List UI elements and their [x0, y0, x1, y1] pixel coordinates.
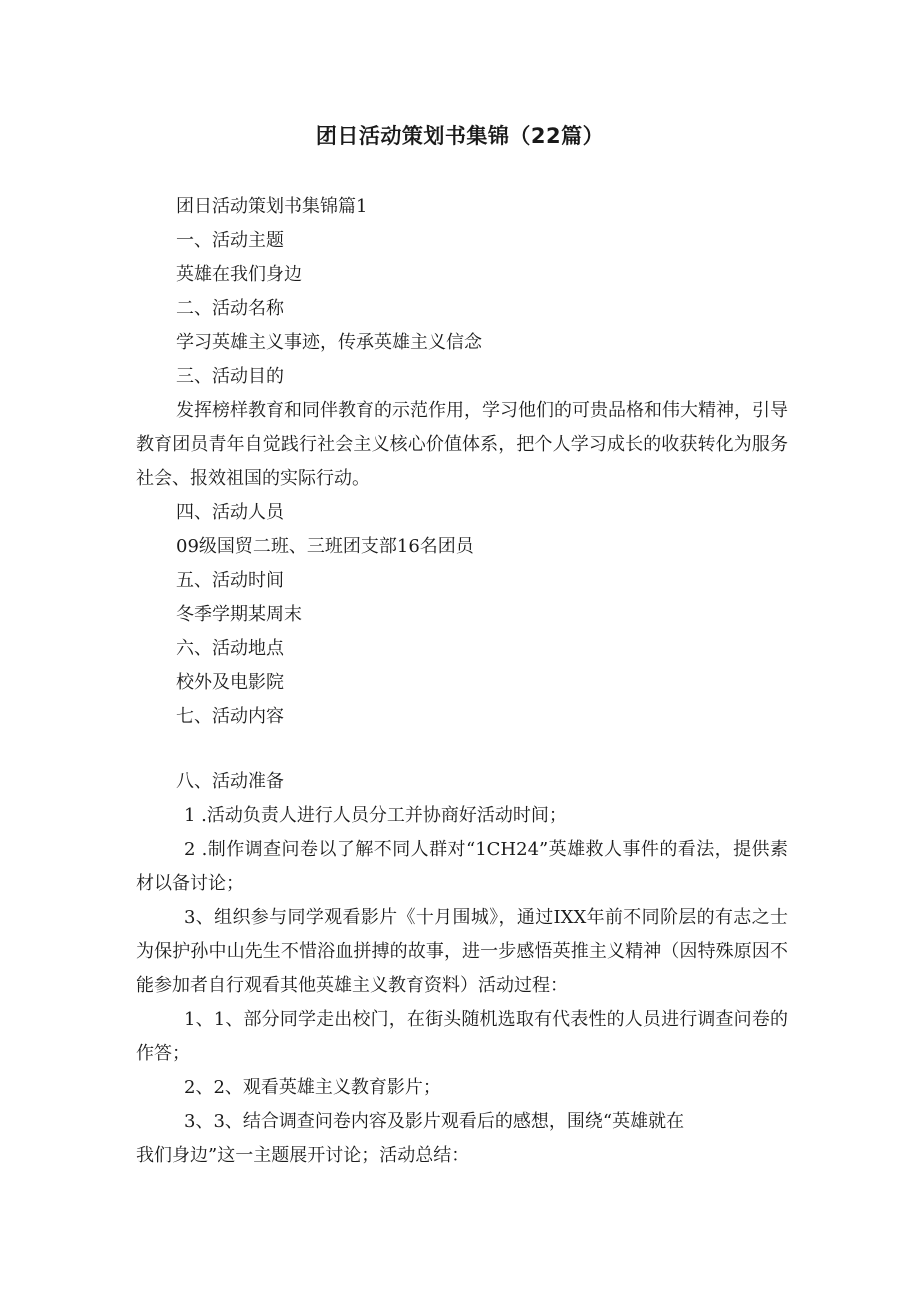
- paragraph: 冬季学期某周末: [176, 604, 302, 625]
- paragraph: 3、3、结合调查问卷内容及影片观看后的感想，围绕“英雄就在: [184, 1111, 685, 1132]
- paragraph: 二、活动名称: [176, 298, 284, 319]
- paragraph: 七、活动内容: [176, 706, 284, 727]
- paragraph: 校外及电影院: [176, 672, 284, 693]
- paragraph: 八、活动准备: [176, 771, 284, 792]
- document-title: 团日活动策划书集锦（22篇）: [315, 124, 605, 148]
- paragraph: 3、组织参与同学观看影片《十月围城》，通过IXX年前不同阶层的有志之士为保护孙中山先生不惜浴血拼搏的故事，进一步感悟英推主义精神（因特殊原因不能参加者自行观看其他英雄主义教育资料）活动过程：: [136, 907, 788, 996]
- paragraph: 学习英雄主义事迹，传承英雄主义信念: [176, 332, 482, 353]
- paragraph: 英雄在我们身边: [176, 264, 302, 285]
- paragraph: 一、活动主题: [176, 230, 284, 251]
- paragraph: 2 .制作调查问卷以了解不同人群对“1CH24”英雄救人事件的看法，提供素材以备讨论；: [136, 839, 788, 894]
- paragraph: 2、2、观看英雄主义教育影片；: [184, 1077, 441, 1098]
- paragraph: 五、活动时间: [176, 570, 284, 591]
- paragraph: 六、活动地点: [176, 638, 284, 659]
- paragraph: 1、1、部分同学走出校门，在街头随机选取有代表性的人员进行调查问卷的作答；: [136, 1009, 788, 1064]
- section-heading: 团日活动策划书集锦篇1: [176, 196, 368, 217]
- paragraph: 四、活动人员: [176, 502, 284, 523]
- paragraph: 三、活动目的: [176, 366, 284, 387]
- document-body: [136, 190, 788, 1173]
- paragraph: 我们身边”这一主题展开讨论；活动总结：: [136, 1145, 470, 1166]
- paragraph: 1 .活动负责人进行人员分工并协商好活动时间；: [184, 805, 567, 826]
- paragraph: 09级国贸二班、三班团支部16名团员: [176, 536, 474, 557]
- paragraph: 发挥榜样教育和同伴教育的示范作用，学习他们的可贵品格和伟大精神，引导教育团员青年自觉践行社会主义核心价值体系，把个人学习成长的收获转化为服务社会、报效祖国的实际行动。: [136, 400, 788, 489]
